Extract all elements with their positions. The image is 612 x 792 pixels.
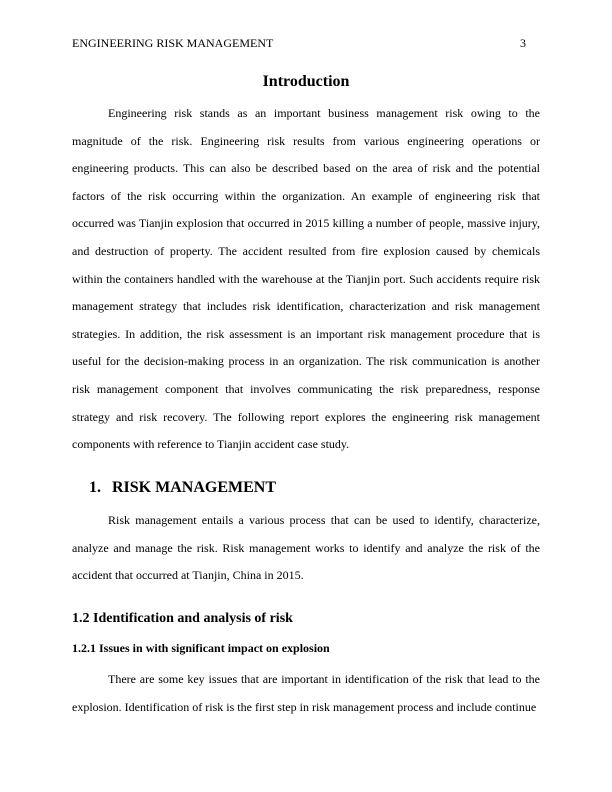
section-1-heading — [89, 478, 276, 498]
introduction-heading: Introduction — [262, 73, 350, 90]
running-head: ENGINEERING RISK MANAGEMENT — [72, 36, 274, 50]
section-1-number: 1. — [89, 479, 101, 496]
issues-paragraph: There are some key issues that are important in identification of the risk that lead to the explosion. Identification of risk is the first step in risk management process and include continue — [72, 672, 540, 714]
risk-management-paragraph: Risk management entails a various process that can be used to identify, characterize, analyze and manage the risk. Risk management works to identify and analyze the risk of the accident that occurred at Tianjin, China in 2015. — [72, 513, 540, 583]
page-number: 3 — [520, 36, 526, 50]
introduction-paragraph: Engineering risk stands as an important business management risk owing to the magnitude of the risk. Engineering risk results from various engineering operations or engineering products. This can also be described based on the area of risk and the potential factors of the risk occurring within the organization. An example of engineering risk that occurred was Tianjin explosion that occurred in 2015 killing a number of people, massive injury, and destruction of property. The accident resulted from fire explosion caused by chemicals within the containers handled with the warehouse at the Tianjin port. Such accidents require risk management strategy that includes risk identification, characterization and risk management strategies. In addition, the risk assessment is an important risk management procedure that is useful for the decision-making process in an organization. The risk communication is another risk management component that involves communicating the risk preparedness, response strategy and risk recovery. The following report explores the engineering risk management components with reference to Tianjin accident case study. — [72, 106, 540, 452]
section-1-2-heading: 1.2 Identification and analysis of risk — [72, 611, 293, 626]
section-1-title: RISK MANAGEMENT — [112, 479, 277, 496]
section-1-2-1-heading: 1.2.1 Issues in with significant impact on explosion — [72, 641, 330, 655]
